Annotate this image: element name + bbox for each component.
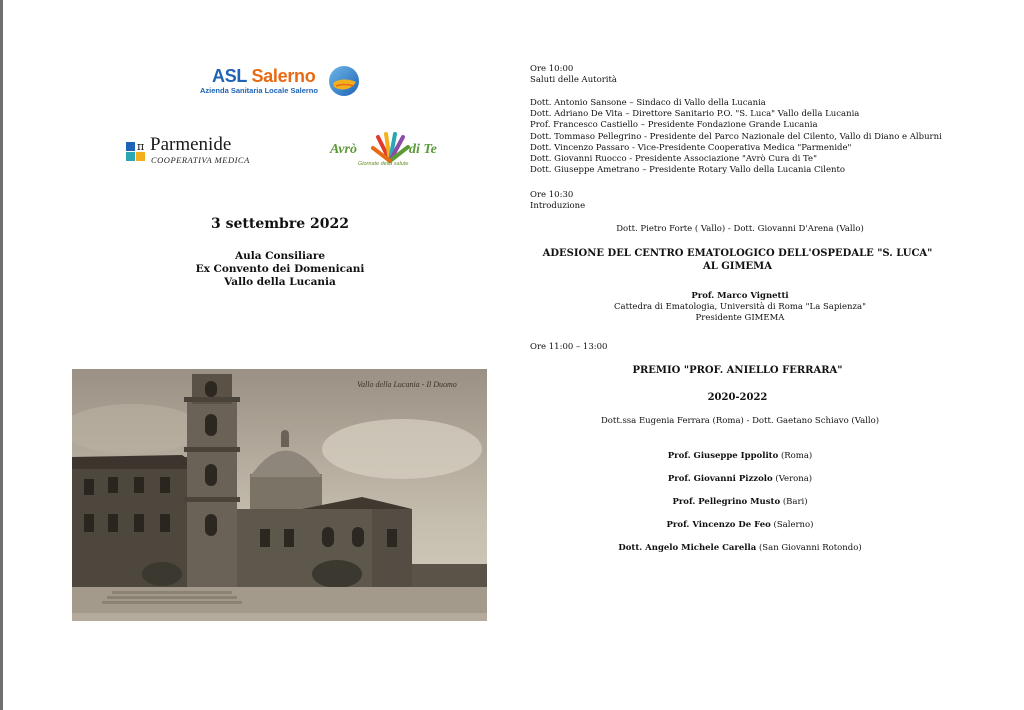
- asl-logo-subtitle: Azienda Sanitaria Locale Salerno: [200, 86, 318, 95]
- event-date: 3 settembre 2022: [211, 216, 349, 232]
- awardee-name: Prof. Giovanni Pizzolo: [667, 474, 773, 484]
- parmenide-logo: [125, 136, 255, 166]
- hands-icon: [368, 131, 412, 165]
- slot2-heading-line-2: AL GIMEMA: [702, 261, 772, 272]
- slot2-moderators: Dott. Pietro Forte ( Vallo) - Dott. Giovanni D'Arena (Vallo): [616, 224, 864, 234]
- awardee-place: (Roma): [780, 451, 813, 461]
- event-venue: [160, 250, 400, 289]
- speaker-1: Dott. Antonio Sansone – Sindaco di Vallo della Lucania: [530, 98, 766, 108]
- slot1-speakers: [530, 98, 942, 176]
- slot3-heading: PREMIO "PROF. ANIELLO FERRARA": [632, 365, 843, 376]
- speaker-3: Prof. Francesco Castiello – Presidente Fondazione Grande Lucania: [530, 120, 818, 131]
- slot2-time: Ore 10:30: [530, 190, 574, 200]
- awardee-2: [560, 474, 920, 485]
- avro-text-left: Avrò: [330, 142, 357, 157]
- awardee-name: Dott. Angelo Michele Carella: [618, 543, 757, 553]
- duomo-photo: [72, 369, 487, 621]
- photo-caption: Vallo della Lucania - Il Duomo: [357, 380, 457, 389]
- awardee-4: [560, 520, 920, 531]
- asl-salerno-logo: [200, 64, 365, 100]
- awardee-name: Prof. Giuseppe Ippolito: [667, 451, 779, 461]
- parmenide-symbol: π: [137, 140, 145, 153]
- parmenide-subtitle: COOPERATIVA MEDICA: [151, 155, 250, 165]
- slot2-speaker: Prof. Marco Vignetti: [691, 291, 789, 301]
- avro-text-right: di Te: [409, 142, 437, 157]
- parmenide-name: Parmenide: [150, 134, 232, 155]
- awardee-name: Prof. Vincenzo De Feo: [666, 520, 771, 530]
- slot1-title: Saluti delle Autorità: [530, 75, 617, 85]
- avro-tagline: Giornate della salute: [358, 161, 409, 167]
- awardee-name: Prof. Pellegrino Musto: [672, 497, 781, 507]
- speaker-5: Dott. Vincenzo Passaro - Vice-Presidente Cooperativa Medica "Parmenide": [530, 142, 852, 153]
- slot3-moderators: Dott.ssa Eugenia Ferrara (Roma) - Dott. Gaetano Schiavo (Vallo): [600, 416, 880, 426]
- venue-line-3: Vallo della Lucania: [224, 276, 336, 288]
- slot3-time: Ore 11:00 – 13:00: [530, 342, 608, 352]
- venue-line-1: Aula Consiliare: [234, 250, 326, 262]
- awardee-1: [560, 451, 920, 462]
- awardee-5: [560, 543, 920, 554]
- speaker-6: Dott. Giovanni Ruocco - Presidente Associazione "Avrò Cura di Te": [530, 154, 817, 165]
- awardee-3: [560, 497, 920, 508]
- parmenide-mark-icon: [125, 138, 149, 162]
- asl-logo-name-1: ASL: [212, 66, 247, 86]
- awardee-place: (Bari): [782, 497, 808, 507]
- asl-logo-title: [212, 66, 315, 87]
- venue-line-2: Ex Convento dei Domenicani: [195, 263, 365, 275]
- avro-cura-di-te-logo: [330, 130, 455, 170]
- slot2-affiliation-1: Cattedra di Ematologia, Università di Roma "La Sapienza": [614, 302, 866, 312]
- speaker-7: Dott. Giuseppe Ametrano – Presidente Rotary Vallo della Lucania Cilento: [530, 165, 845, 176]
- slot1-time: Ore 10:00: [530, 64, 574, 74]
- awardee-place: (San Giovanni Rotondo): [758, 543, 862, 553]
- awardee-place: (Salerno): [773, 520, 814, 530]
- asl-globe-icon: [328, 65, 360, 97]
- speaker-4: Dott. Tommaso Pellegrino - Presidente del Parco Nazionale del Cilento, Vallo di Diano e Alburni: [530, 131, 942, 142]
- slot2-heading-line-1: ADESIONE DEL CENTRO EMATOLOGICO DELL'OSPEDALE "S. LUCA": [542, 248, 933, 259]
- slot2-affiliation-2: Presidente GIMEMA: [695, 313, 785, 323]
- asl-logo-name-2: Salerno: [251, 66, 316, 86]
- page-edge: [0, 0, 3, 710]
- slot2-title: Introduzione: [530, 201, 586, 211]
- duomo-photo-illustration: [72, 369, 487, 621]
- slot3-years: 2020-2022: [707, 392, 768, 403]
- speaker-2: Dott. Adriano De Vita – Direttore Sanitario P.O. "S. Luca" Vallo della Lucania: [530, 109, 860, 120]
- awardee-place: (Verona): [775, 474, 813, 484]
